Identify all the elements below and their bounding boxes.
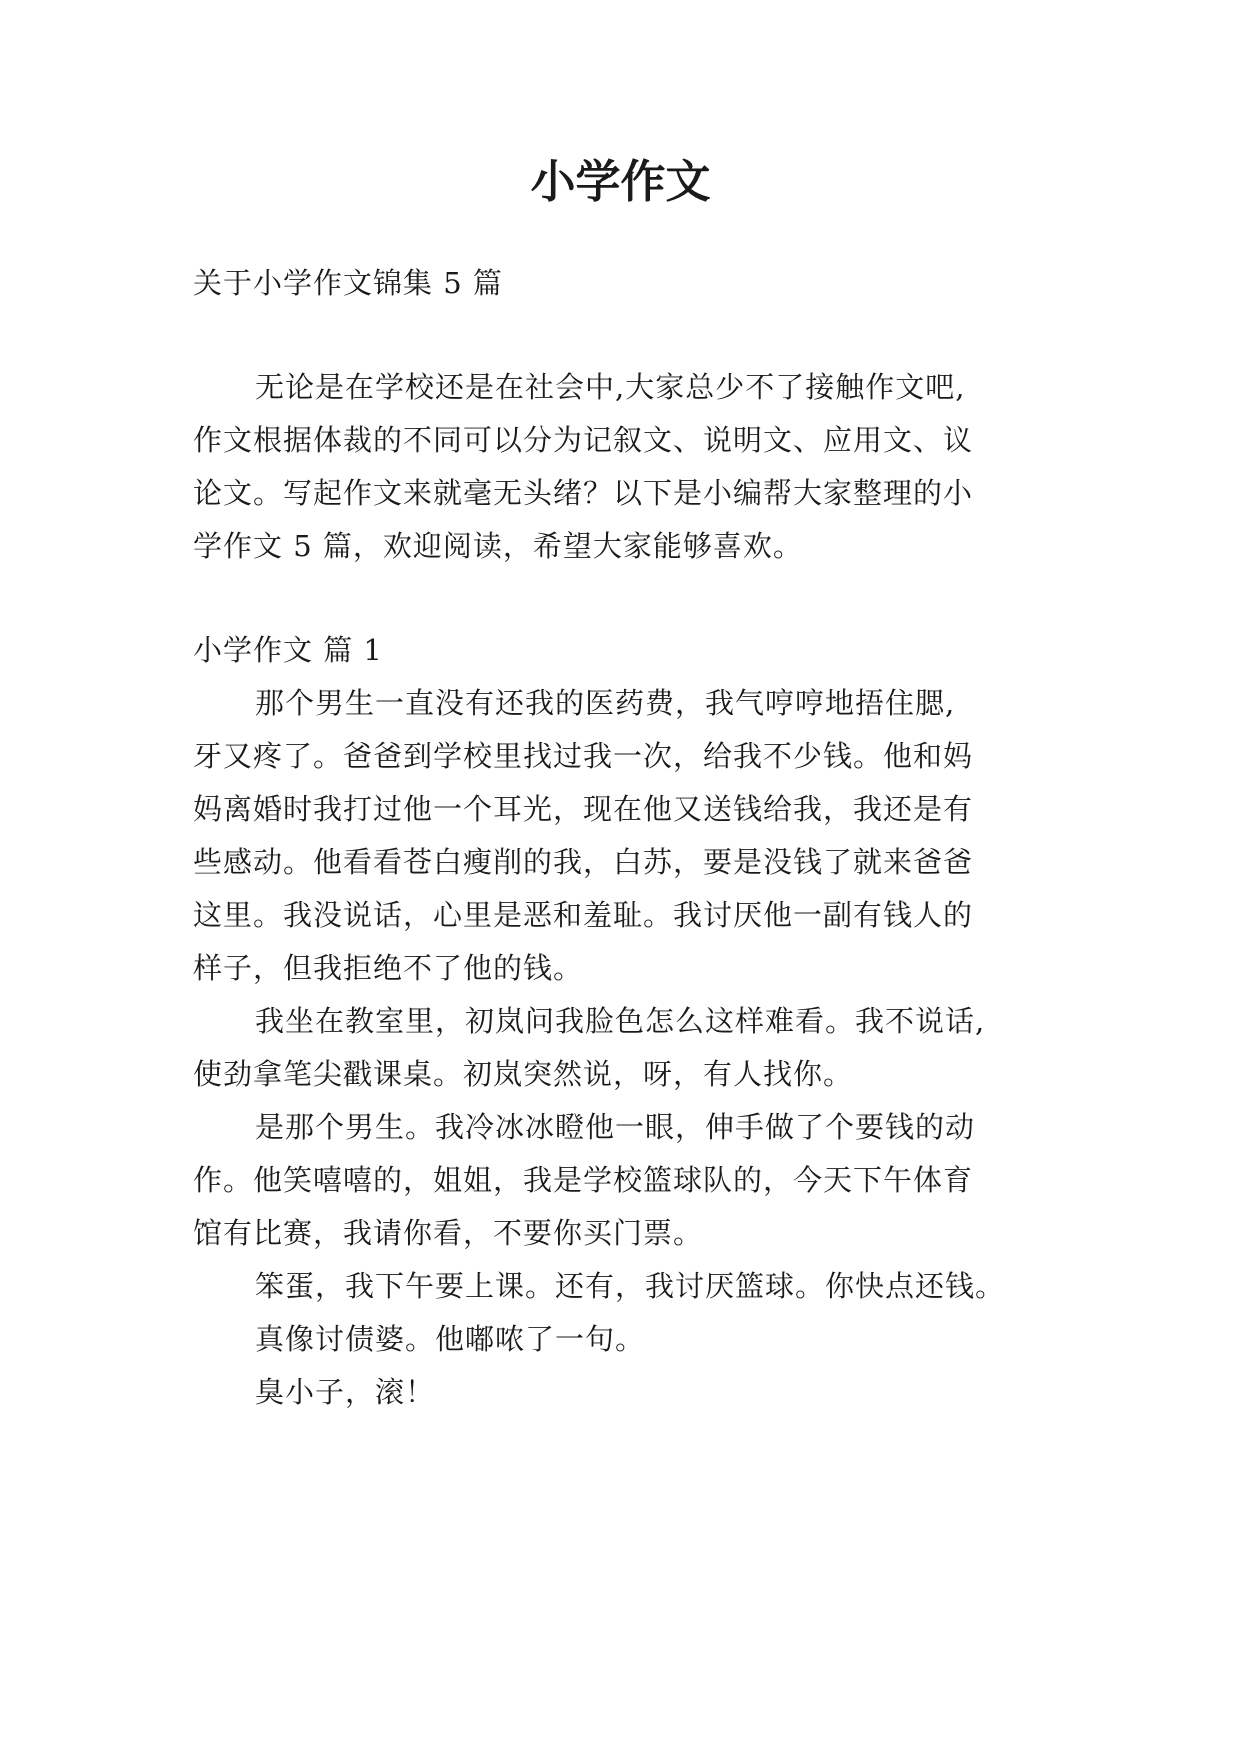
intro-line: 作文根据体裁的不同可以分为记叙文、说明文、应用文、议 — [193, 423, 974, 457]
body-line: 笨蛋，我下午要上课。还有，我讨厌篮球。你快点还钱。 — [255, 1269, 1006, 1303]
body-line: 臭小子，滚！ — [255, 1375, 436, 1409]
body-line: 使劲拿笔尖戳课桌。初岚突然说，呀，有人找你。 — [193, 1057, 854, 1091]
body-line: 这里。我没说话，心里是恶和羞耻。我讨厌他一副有钱人的 — [193, 898, 974, 932]
intro-line: 学作文 5 篇，欢迎阅读，希望大家能够喜欢。 — [193, 529, 803, 563]
body-line: 妈离婚时我打过他一个耳光，现在他又送钱给我，我还是有 — [193, 792, 974, 826]
body-line: 作。他笑嘻嘻的，姐姐，我是学校篮球队的，今天下午体育 — [193, 1163, 974, 1197]
intro-line: 无论是在学校还是在社会中,大家总少不了接触作文吧, — [255, 370, 966, 404]
body-line: 真像讨债婆。他嘟哝了一句。 — [255, 1322, 646, 1356]
intro-line: 论文。写起作文来就毫无头绪？以下是小编帮大家整理的小 — [193, 476, 974, 510]
body-line: 馆有比赛，我请你看，不要你买门票。 — [193, 1216, 704, 1250]
body-line: 些感动。他看看苍白瘦削的我，白苏，要是没钱了就来爸爸 — [193, 845, 974, 879]
body-line: 样子，但我拒绝不了他的钱。 — [193, 951, 584, 985]
body-line: 牙又疼了。爸爸到学校里找过我一次，给我不少钱。他和妈 — [193, 739, 974, 773]
body-line: 是那个男生。我冷冰冰瞪他一眼，伸手做了个要钱的动 — [255, 1110, 976, 1144]
section-heading: 小学作文 篇 1 — [193, 633, 383, 667]
body-line: 那个男生一直没有还我的医药费，我气哼哼地捂住腮, — [255, 686, 956, 720]
document-title: 小学作文 — [530, 155, 711, 208]
subtitle: 关于小学作文锦集 5 篇 — [193, 266, 503, 300]
body-line: 我坐在教室里，初岚问我脸色怎么这样难看。我不说话, — [255, 1004, 986, 1038]
